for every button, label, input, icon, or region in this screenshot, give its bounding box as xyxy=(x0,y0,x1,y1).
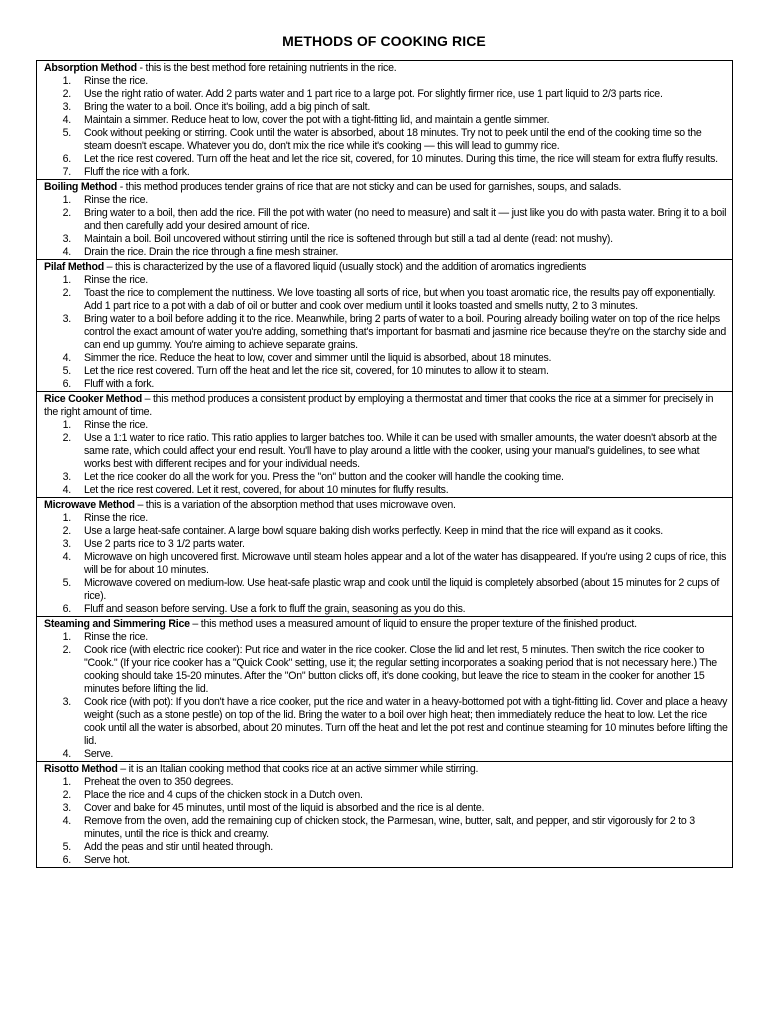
step-text: Bring the water to a boil. Once it's boiling, add a big pinch of salt. xyxy=(84,101,371,113)
method-intro xyxy=(44,181,728,194)
step-number: 2. xyxy=(62,88,71,100)
step-text: Fluff and season before serving. Use a fork to fluff the grain, seasoning as you do this. xyxy=(84,603,466,615)
method-name: Microwave Method xyxy=(44,499,135,511)
method-description: – this method produces a consistent product by employing a thermostat and timer that cooks the rice at a simmer for precisely in the right amount of time. xyxy=(44,393,714,418)
step-number: 2. xyxy=(62,644,71,656)
step-item xyxy=(44,233,728,246)
step-item xyxy=(44,512,728,525)
method-name: Rice Cooker Method xyxy=(44,393,142,405)
method-intro xyxy=(44,618,728,631)
step-number: 5. xyxy=(62,365,71,377)
step-item xyxy=(44,525,728,538)
step-number: 4. xyxy=(62,484,71,496)
step-number: 2. xyxy=(62,207,71,219)
method-section xyxy=(37,179,732,259)
method-section xyxy=(37,497,732,616)
step-text: Rinse the rice. xyxy=(84,274,148,286)
step-number: 6. xyxy=(62,378,71,390)
step-number: 2. xyxy=(62,432,71,444)
step-item xyxy=(44,313,728,352)
step-item xyxy=(44,378,728,391)
step-item xyxy=(44,577,728,603)
step-item xyxy=(44,246,728,259)
step-text: Bring water to a boil, then add the rice. Fill the pot with water (no need to measure) and salt it — just like you do with pasta water. Bring it to a boil and then carefully add your desired amount of rice. xyxy=(84,207,727,232)
step-text: Cook without peeking or stirring. Cook until the water is absorbed, about 18 minutes. Try not to peek until the end of the cooking time so the steam doesn't escape. Whatever you do, don't mix the rice while it's cooking — this will lead to gummy rice. xyxy=(84,127,702,152)
step-text: Serve. xyxy=(84,748,114,760)
step-text: Maintain a boil. Boil uncovered without stirring until the rice is softened through but still a tad al dente (read: not mushy). xyxy=(84,233,613,245)
step-number: 2. xyxy=(62,525,71,537)
step-item xyxy=(44,127,728,153)
step-text: Use 2 parts rice to 3 1/2 parts water. xyxy=(84,538,245,550)
method-intro xyxy=(44,261,728,274)
step-number: 4. xyxy=(62,246,71,258)
step-item xyxy=(44,207,728,233)
step-text: Preheat the oven to 350 degrees. xyxy=(84,776,234,788)
step-number: 1. xyxy=(62,631,71,643)
step-number: 5. xyxy=(62,841,71,853)
step-item xyxy=(44,815,728,841)
step-number: 5. xyxy=(62,127,71,139)
step-number: 4. xyxy=(62,551,71,563)
method-name: Pilaf Method xyxy=(44,261,104,273)
step-number: 3. xyxy=(62,101,71,113)
step-number: 4. xyxy=(62,352,71,364)
step-item xyxy=(44,484,728,497)
step-text: Let the rice cooker do all the work for you. Press the "on" button and the cooker will handle the cooking time. xyxy=(84,471,564,483)
step-text: Fluff with a fork. xyxy=(84,378,155,390)
step-item xyxy=(44,88,728,101)
step-text: Toast the rice to complement the nuttiness. We love toasting all sorts of rice, but when you toast aromatic rice, the results pay off exponentially. Add 1 part rice to a pot with a dab of oil or butter and cook over medium until it looks toasted and smells nutty, 2 to 3 minutes. xyxy=(84,287,716,312)
step-item xyxy=(44,419,728,432)
step-number: 1. xyxy=(62,274,71,286)
step-text: Let the rice rest covered. Turn off the heat and let the rice sit, covered, for 10 minutes to allow it to steam. xyxy=(84,365,549,377)
step-text: Microwave on high uncovered first. Microwave until steam holes appear and a lot of the water has disappeared. If you're using 2 cups of rice, this will be for about 10 minutes. xyxy=(84,551,727,576)
step-number: 1. xyxy=(62,75,71,87)
step-item xyxy=(44,841,728,854)
step-item xyxy=(44,789,728,802)
step-number: 6. xyxy=(62,603,71,615)
step-text: Place the rice and 4 cups of the chicken stock in a Dutch oven. xyxy=(84,789,363,801)
step-text: Microwave covered on medium-low. Use heat-safe plastic wrap and cook until the liquid is completely absorbed (about 15 minutes for 2 cups of rice). xyxy=(84,577,720,602)
method-description: – this method uses a measured amount of liquid to ensure the proper texture of the finished product. xyxy=(189,618,637,630)
step-text: Rinse the rice. xyxy=(84,419,148,431)
method-section xyxy=(37,616,732,761)
step-number: 4. xyxy=(62,748,71,760)
step-item xyxy=(44,802,728,815)
step-text: Drain the rice. Drain the rice through a fine mesh strainer. xyxy=(84,246,339,258)
step-item xyxy=(44,432,728,471)
step-item xyxy=(44,75,728,88)
step-text: Rinse the rice. xyxy=(84,512,148,524)
method-name: Risotto Method xyxy=(44,763,118,775)
step-number: 3. xyxy=(62,696,71,708)
method-description: - this is the best method fore retaining nutrients in the rice. xyxy=(136,62,397,74)
step-item xyxy=(44,471,728,484)
method-name: Boiling Method xyxy=(44,181,117,193)
method-section xyxy=(37,761,732,867)
step-text: Add the peas and stir until heated through. xyxy=(84,841,273,853)
methods-table xyxy=(36,60,733,868)
step-text: Use a 1:1 water to rice ratio. This ratio applies to larger batches too. While it can be used with smaller amounts, the water doesn't absorb at the same rate, which could affect your end result. You'll have to play around a little with the cooker, using your manual's guidelines, to see what works best with different recipes and for your individual needs. xyxy=(84,432,717,470)
step-text: Bring water to a boil before adding it to the rice. Meanwhile, bring 2 parts of water to a boil. Pouring already boiling water on top of the rice helps control the exact amount of water you're adding, something that's important for basmati and jasmine rice because they're on the starchy side and can end up gummy. You're aiming to achieve separate grains. xyxy=(84,313,726,351)
step-text: Rinse the rice. xyxy=(84,631,148,643)
method-description: – this is characterized by the use of a flavored liquid (usually stock) and the addition of aromatics ingredients xyxy=(103,261,587,273)
step-item xyxy=(44,114,728,127)
step-list xyxy=(44,419,728,497)
method-description: - this method produces tender grains of rice that are not sticky and can be used for garnishes, soups, and salads. xyxy=(117,181,622,193)
step-item xyxy=(44,551,728,577)
step-number: 3. xyxy=(62,313,71,325)
method-section xyxy=(37,61,732,179)
document-title: METHODS OF COOKING RICE xyxy=(282,33,486,49)
step-item xyxy=(44,274,728,287)
step-item xyxy=(44,166,728,179)
step-list xyxy=(44,274,728,391)
step-list xyxy=(44,194,728,259)
method-description: – this is a variation of the absorption method that uses microwave oven. xyxy=(134,499,456,511)
method-intro xyxy=(44,393,728,419)
step-text: Serve hot. xyxy=(84,854,130,866)
step-text: Cook rice (with pot): If you don't have a rice cooker, put the rice and water in a heavy-bottomed pot with a tight-fitting lid. Cover and place a heavy weight (such as a stone pestle) on top of the lid. Bring the water to a boil over high heat; then immediately reduce the heat to low. Let the rice cook until all the water is absorbed, about 20 minutes. Turn off the heat and let the pot rest and continue steaming for 10 minutes before lifting the lid. xyxy=(84,696,728,747)
step-text: Maintain a simmer. Reduce heat to low, cover the pot with a tight-fitting lid, and maintain a gentle simmer. xyxy=(84,114,550,126)
step-text: Cover and bake for 45 minutes, until most of the liquid is absorbed and the rice is al dente. xyxy=(84,802,485,814)
method-name: Absorption Method xyxy=(44,62,137,74)
step-item xyxy=(44,603,728,616)
step-item xyxy=(44,153,728,166)
step-text: Let the rice rest covered. Turn off the heat and let the rice sit, covered, for 10 minutes. During this time, the rice will steam for extra fluffy results. xyxy=(84,153,718,165)
step-number: 2. xyxy=(62,789,71,801)
step-number: 1. xyxy=(62,512,71,524)
step-number: 1. xyxy=(62,776,71,788)
step-item xyxy=(44,854,728,867)
step-item xyxy=(44,101,728,114)
method-name: Steaming and Simmering Rice xyxy=(44,618,190,630)
step-text: Use the right ratio of water. Add 2 parts water and 1 part rice to a large pot. For slightly firmer rice, use 1 part liquid to 2/3 parts rice. xyxy=(84,88,663,100)
step-number: 2. xyxy=(62,287,71,299)
step-item xyxy=(44,352,728,365)
step-item xyxy=(44,538,728,551)
step-number: 4. xyxy=(62,815,71,827)
step-item xyxy=(44,644,728,696)
step-number: 6. xyxy=(62,854,71,866)
method-section xyxy=(37,259,732,391)
step-list xyxy=(44,631,728,761)
step-number: 1. xyxy=(62,194,71,206)
method-intro xyxy=(44,499,728,512)
step-number: 1. xyxy=(62,419,71,431)
step-item xyxy=(44,696,728,748)
step-item xyxy=(44,194,728,207)
step-number: 3. xyxy=(62,471,71,483)
step-item xyxy=(44,287,728,313)
step-item xyxy=(44,631,728,644)
step-text: Cook rice (with electric rice cooker): Put rice and water in the rice cooker. Close the lid and let rest, 5 minutes. Then switch the rice cooker to "Cook." (If your rice cooker has a "Quick Cook" setting, use it; the regular setting incorporates a soaking period that is not necessary here.) The cooking should take 15-20 minutes. After the "On" button clicks off, it's done cooking, but leave the rice to steam in the cooker for another 15 minutes before lifting the lid. xyxy=(84,644,717,695)
step-text: Let the rice rest covered. Let it rest, covered, for about 10 minutes for fluffy results. xyxy=(84,484,449,496)
step-item xyxy=(44,776,728,789)
method-description: – it is an Italian cooking method that cooks rice at an active simmer while stirring. xyxy=(117,763,479,775)
step-number: 7. xyxy=(62,166,71,178)
step-item xyxy=(44,365,728,378)
step-text: Use a large heat-safe container. A large bowl square baking dish works perfectly. Keep in mind that the rice will expand as it cooks. xyxy=(84,525,663,537)
step-text: Fluff the rice with a fork. xyxy=(84,166,190,178)
step-number: 5. xyxy=(62,577,71,589)
step-item xyxy=(44,748,728,761)
step-list xyxy=(44,776,728,867)
step-number: 6. xyxy=(62,153,71,165)
method-intro xyxy=(44,763,728,776)
step-number: 4. xyxy=(62,114,71,126)
step-number: 3. xyxy=(62,538,71,550)
step-list xyxy=(44,512,728,616)
method-intro xyxy=(44,62,728,75)
step-list xyxy=(44,75,728,179)
step-text: Remove from the oven, add the remaining cup of chicken stock, the Parmesan, wine, butter, salt, and pepper, and stir vigorously for 2 to 3 minutes, until the rice is thick and creamy. xyxy=(84,815,695,840)
step-text: Rinse the rice. xyxy=(84,75,148,87)
step-number: 3. xyxy=(62,802,71,814)
step-number: 3. xyxy=(62,233,71,245)
step-text: Rinse the rice. xyxy=(84,194,148,206)
step-text: Simmer the rice. Reduce the heat to low, cover and simmer until the liquid is absorbed, about 18 minutes. xyxy=(84,352,552,364)
method-section xyxy=(37,391,732,497)
